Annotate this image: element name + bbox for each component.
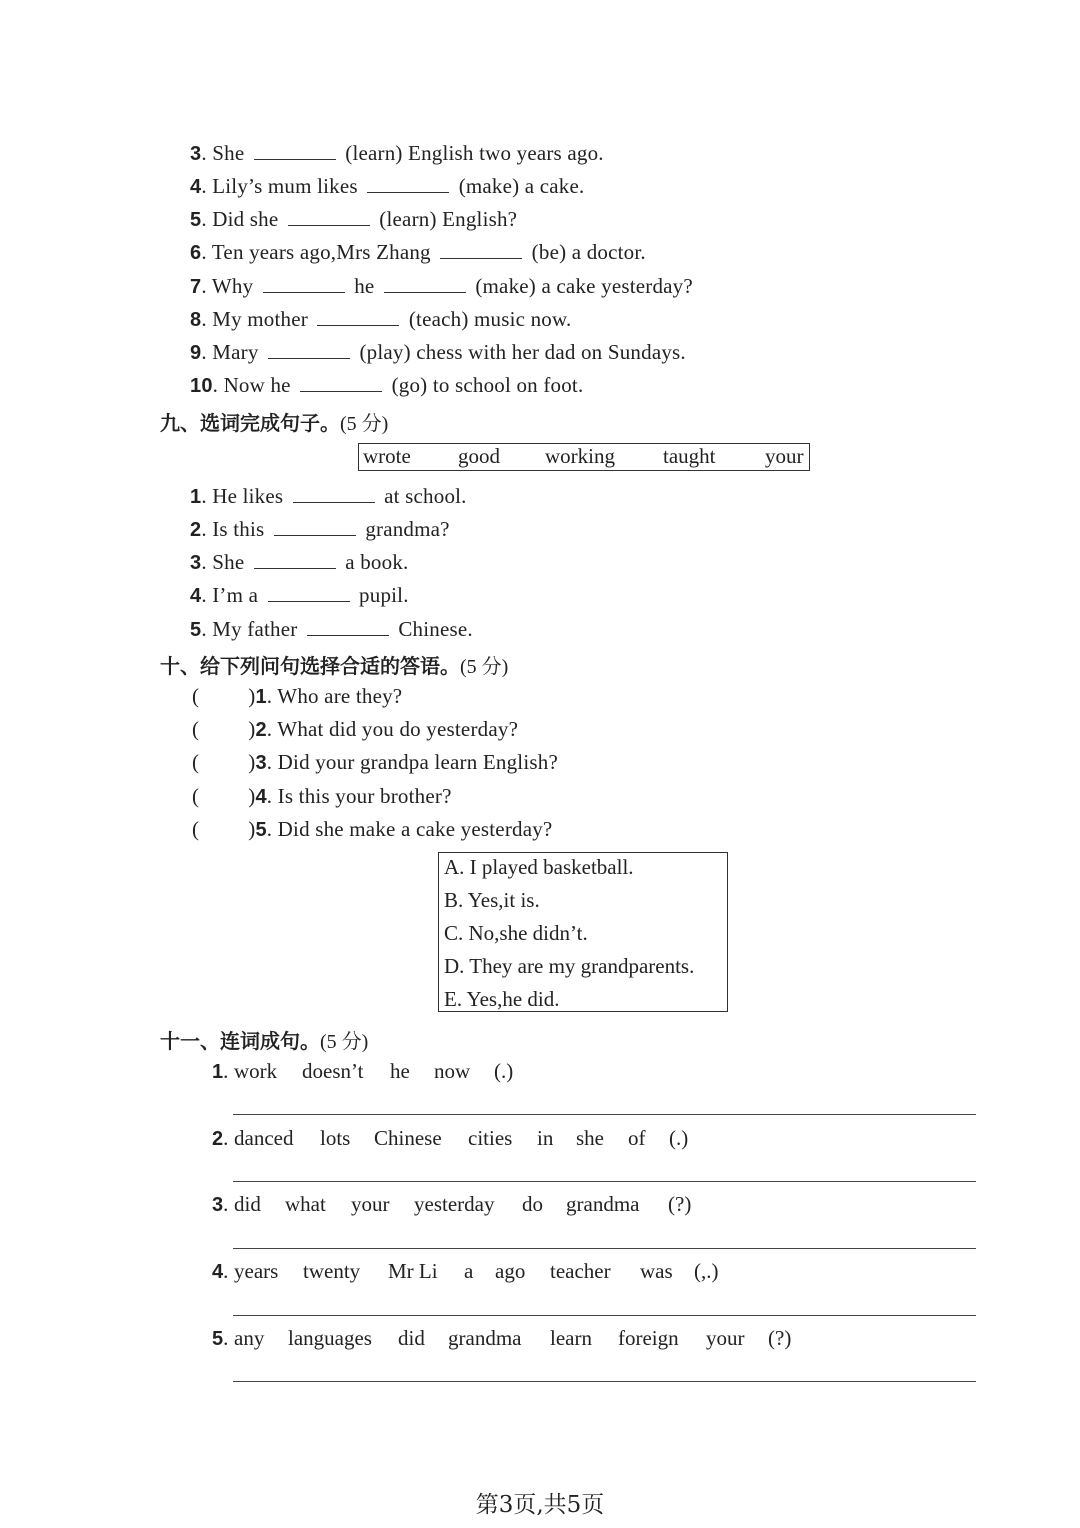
fill-item-6: 6. Ten years ago,Mrs Zhang (be) a doctor. bbox=[190, 240, 646, 264]
answer-blank[interactable] bbox=[307, 617, 389, 636]
scramble-word: work bbox=[234, 1059, 278, 1083]
scramble-word: did bbox=[234, 1192, 261, 1216]
answer-option: C. No,she didn’t. bbox=[444, 921, 588, 945]
word-bank-word: good bbox=[458, 444, 500, 468]
answer-paren[interactable]: ( ) bbox=[192, 750, 256, 774]
scramble-word: cities bbox=[468, 1126, 513, 1150]
answer-option: E. Yes,he did. bbox=[444, 987, 560, 1011]
word-item-2: 2. Is this grandma? bbox=[190, 517, 450, 541]
question-item-5: ( )5. Did she make a cake yesterday? bbox=[192, 817, 553, 841]
scramble-word: what bbox=[285, 1192, 326, 1216]
answer-blank[interactable] bbox=[254, 550, 336, 569]
answer-blank[interactable] bbox=[288, 207, 370, 226]
scramble-word: any bbox=[234, 1326, 265, 1350]
answer-blank[interactable] bbox=[268, 583, 350, 602]
word-item-3: 3. She a book. bbox=[190, 550, 409, 574]
scramble-item-3: 3. did what your yesterday do grandma (?) bbox=[212, 1192, 692, 1216]
word-bank-word: taught bbox=[663, 444, 716, 468]
answer-blank[interactable] bbox=[254, 141, 336, 160]
scramble-word: was bbox=[640, 1259, 673, 1283]
scramble-word: Chinese bbox=[374, 1126, 442, 1150]
fill-item-5: 5. Did she (learn) English? bbox=[190, 207, 518, 231]
question-item-3: ( )3. Did your grandpa learn English? bbox=[192, 750, 558, 774]
scramble-word: danced bbox=[234, 1126, 294, 1150]
answer-writing-line[interactable] bbox=[233, 1114, 976, 1115]
answer-blank[interactable] bbox=[268, 340, 350, 359]
scramble-word: (,.) bbox=[694, 1259, 719, 1283]
scramble-word: grandma bbox=[566, 1192, 640, 1216]
question-item-1: ( )1. Who are they? bbox=[192, 684, 403, 708]
scramble-word: lots bbox=[320, 1126, 351, 1150]
scramble-word: Mr Li bbox=[388, 1259, 438, 1283]
word-bank-word: your bbox=[765, 444, 804, 468]
word-item-4: 4. I’m a pupil. bbox=[190, 583, 409, 607]
answer-blank[interactable] bbox=[440, 240, 522, 259]
answer-options-box bbox=[438, 852, 728, 1012]
scramble-word: (?) bbox=[768, 1326, 792, 1350]
scramble-word: she bbox=[576, 1126, 604, 1150]
scramble-word: years bbox=[234, 1259, 279, 1283]
scramble-item-5: 5. any languages did grandma learn foreign your (?) bbox=[212, 1326, 792, 1350]
answer-blank[interactable] bbox=[274, 517, 356, 536]
page-number: 第3页,共5页 bbox=[475, 1492, 605, 1518]
answer-blank[interactable] bbox=[367, 174, 449, 193]
scramble-word: your bbox=[351, 1192, 390, 1216]
word-item-5: 5. My father Chinese. bbox=[190, 617, 473, 641]
answer-paren[interactable]: ( ) bbox=[192, 684, 256, 708]
scramble-word: (?) bbox=[668, 1192, 692, 1216]
fill-item-8: 8. My mother (teach) music now. bbox=[190, 307, 572, 331]
scramble-word: he bbox=[390, 1059, 410, 1083]
answer-paren[interactable]: ( ) bbox=[192, 817, 256, 841]
section-9-heading: 九、选词完成句子。(5 分) bbox=[160, 411, 389, 435]
fill-item-7: 7. Why he (make) a cake yesterday? bbox=[190, 274, 693, 298]
scramble-word: a bbox=[464, 1259, 474, 1283]
answer-writing-line[interactable] bbox=[233, 1381, 976, 1382]
scramble-word: yesterday bbox=[414, 1192, 495, 1216]
answer-writing-line[interactable] bbox=[233, 1181, 976, 1182]
scramble-word: do bbox=[522, 1192, 543, 1216]
question-item-4: ( )4. Is this your brother? bbox=[192, 784, 452, 808]
scramble-word: teacher bbox=[550, 1259, 611, 1283]
fill-item-10: 10. Now he (go) to school on foot. bbox=[190, 373, 584, 397]
question-item-2: ( )2. What did you do yesterday? bbox=[192, 717, 519, 741]
answer-option: B. Yes,it is. bbox=[444, 888, 540, 912]
scramble-word: did bbox=[398, 1326, 425, 1350]
answer-blank[interactable] bbox=[263, 274, 345, 293]
scramble-item-2: 2. danced lots Chinese cities in she of (.) bbox=[212, 1126, 689, 1150]
scramble-word: foreign bbox=[618, 1326, 679, 1350]
scramble-word: in bbox=[537, 1126, 554, 1150]
scramble-item-4: 4. years twenty Mr Li a ago teacher was (,.) bbox=[212, 1259, 719, 1283]
answer-option: A. I played basketball. bbox=[444, 855, 634, 879]
scramble-item-1: 1. work doesn’t he now (.) bbox=[212, 1059, 514, 1083]
scramble-word: ago bbox=[495, 1259, 526, 1283]
answer-paren[interactable]: ( ) bbox=[192, 784, 256, 808]
answer-blank[interactable] bbox=[293, 484, 375, 503]
scramble-word: grandma bbox=[448, 1326, 522, 1350]
word-item-1: 1. He likes at school. bbox=[190, 484, 467, 508]
answer-blank[interactable] bbox=[300, 373, 382, 392]
scramble-word: languages bbox=[288, 1326, 372, 1350]
word-bank-word: working bbox=[545, 444, 615, 468]
answer-blank[interactable] bbox=[317, 307, 399, 326]
answer-writing-line[interactable] bbox=[233, 1248, 976, 1249]
answer-option: D. They are my grandparents. bbox=[444, 954, 695, 978]
scramble-word: twenty bbox=[303, 1259, 361, 1283]
scramble-word: (.) bbox=[669, 1126, 689, 1150]
scramble-word: learn bbox=[550, 1326, 592, 1350]
word-bank-word: wrote bbox=[363, 444, 411, 468]
answer-paren[interactable]: ( ) bbox=[192, 717, 256, 741]
scramble-word: now bbox=[434, 1059, 471, 1083]
section-10-heading: 十、给下列问句选择合适的答语。(5 分) bbox=[160, 654, 509, 678]
fill-item-9: 9. Mary (play) chess with her dad on Sundays. bbox=[190, 340, 686, 364]
scramble-word: (.) bbox=[494, 1059, 514, 1083]
fill-item-4: 4. Lily’s mum likes (make) a cake. bbox=[190, 174, 585, 198]
scramble-word: doesn’t bbox=[302, 1059, 364, 1083]
section-11-heading: 十一、连词成句。(5 分) bbox=[160, 1029, 369, 1053]
scramble-word: your bbox=[706, 1326, 745, 1350]
scramble-word: of bbox=[628, 1126, 646, 1150]
fill-item-3: 3. She (learn) English two years ago. bbox=[190, 141, 604, 165]
answer-blank[interactable] bbox=[384, 274, 466, 293]
answer-writing-line[interactable] bbox=[233, 1315, 976, 1316]
word-bank-box bbox=[358, 443, 810, 471]
